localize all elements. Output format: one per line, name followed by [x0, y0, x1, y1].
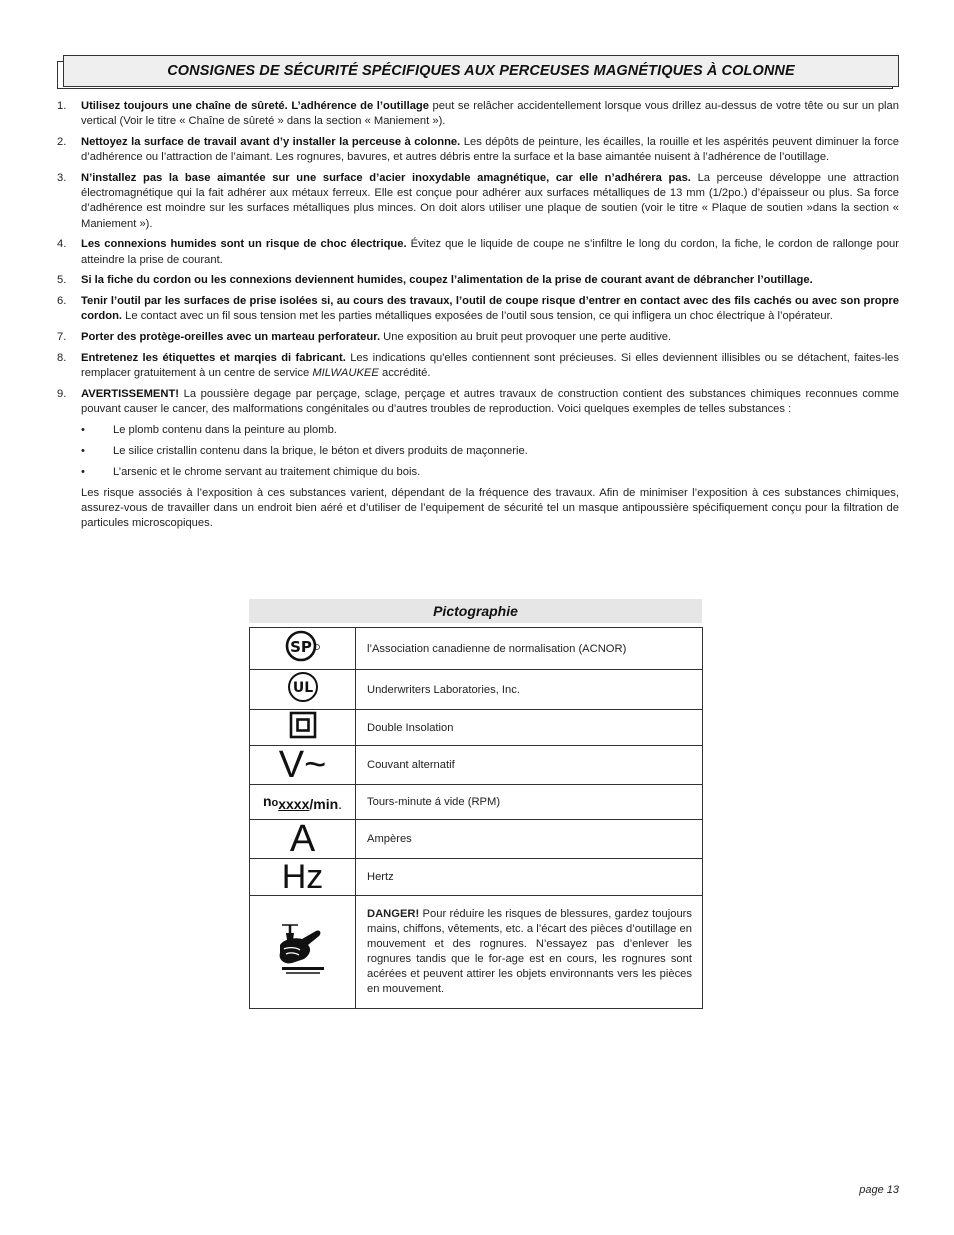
table-row: [250, 710, 703, 746]
bullet-icon: •: [81, 465, 85, 478]
item-detail: Une exposition au bruit peut provoquer une perte auditive.: [380, 331, 672, 344]
danger-text: Pour réduire les risques de blessures, gardez toujours mains, chiffons, vêtements, etc. a l’écart des pièces d’outillage en mouvement et des rognures. N’essayez pas d’enlever les rognures tandis que le for-age est en cours, les rognures sont acérées et peuvent attirer les objets environnants vers les pièces en mouvement.: [367, 908, 692, 995]
item-detail: La poussière degage par perçage, sclage, perçage et autres travaux de construction contient des substances chimiques reconnues comme pouvant causer le cancer, des malformations congénitales ou d’autres troubles de reproduction. Voici quelques exemples de telles substances :: [81, 388, 899, 416]
item-detail: peut se relâcher accidentellement lorsque vous drillez au-dessus de votre tête ou sur un plan vertical (Voir le titre « Chaîne de sûreté » dans la section « Maniement »).: [81, 100, 899, 128]
ac-voltage-icon: V~: [250, 746, 356, 785]
safety-list: [57, 99, 899, 537]
item-detail: Les dépôts de peinture, les écailles, la rouille et les aspérités peuvent diminuer la force d’adhérence ou l’attraction de l’aimant. Les rognures, bavures, et autres débris entre la surface et la base aimantée nuisent à l’adhérence de l’outillage.: [81, 136, 899, 164]
list-item: [57, 351, 899, 381]
table-row: [250, 820, 703, 859]
list-item: [57, 237, 899, 267]
list-item: [57, 171, 899, 232]
item-text: [81, 171, 899, 232]
brand-name: MILWAUKEE: [312, 367, 379, 380]
csa-logo-icon: [250, 628, 356, 670]
table-row: [250, 896, 703, 1009]
table-row: [250, 628, 703, 670]
item-number: 7.: [57, 331, 67, 344]
row-description: Hertz: [356, 859, 703, 896]
item-bold: Entretenez les étiquettes et marqies di fabricant.: [81, 352, 346, 364]
svg-text:SP: SP: [289, 638, 312, 656]
item-bold: Les connexions humides sont un risque de choc électrique.: [81, 238, 407, 251]
closing-paragraph: Les risque associés à l’exposition à ces substances varient, dépendant de la fréquence des travaux. Afin de minimiser l’exposition à ces substances chimiques, assurez-vous de travailler dans un endroit bien aéré et d’utiliser de l’equipement de sécurité tel un masque antipoussière spécifiquement conçu pour la filtration de particules microscopiques.: [81, 486, 899, 529]
item-text: [81, 387, 899, 531]
row-description: Tours-minute á vide (RPM): [356, 785, 703, 820]
page-number: page 13: [859, 1184, 899, 1196]
item-detail: Le contact avec un fil sous tension met les parties métalliques exposées de l’outil sous tension, ce qui infligera un choc électrique à l’opérateur.: [122, 310, 833, 323]
list-item: [57, 99, 899, 129]
pictographie-title: Pictographie: [433, 603, 518, 619]
item-number: 1.: [57, 100, 67, 112]
item-bold: Tenir l’outil par les surfaces de prise isolées si, au cours des travaux, l’outil de coupe risque d’entrer en contact avec des fils cachés ou avec son propre cordon.: [81, 295, 899, 323]
item-bold: Utilisez toujours une chaîne de sûreté. L’adhérence de l’outillage: [81, 100, 429, 112]
bullet-icon: •: [81, 445, 85, 457]
pictographie-table: [249, 627, 703, 1009]
double-insulation-icon: [250, 710, 356, 746]
item-bold: Si la fiche du cordon ou les connexions deviennent humides, coupez l’alimentation de la prise de courant avant de débrancher l’outillage.: [81, 274, 813, 287]
danger-description: [356, 896, 703, 1009]
list-item: [57, 135, 899, 165]
substances-list: [81, 423, 899, 479]
row-description: l’Association canadienne de normalisation (ACNOR): [356, 628, 703, 670]
list-item: [57, 330, 899, 345]
ampere-icon: A: [250, 820, 356, 859]
item-number: 3.: [57, 172, 67, 184]
list-item: [57, 387, 899, 531]
table-row: [250, 859, 703, 896]
bullet-text: Le plomb contenu dans la peinture au plomb.: [113, 424, 337, 437]
item-detail: Évitez que le liquide de coupe ne s’infiltre le long du cordon, la fiche, le cordon de rallonge pour atteindre la prise de courant.: [81, 238, 900, 266]
list-item: [81, 423, 899, 438]
ul-logo-icon: [250, 670, 356, 710]
item-text: [81, 273, 899, 288]
item-bold: N’installez pas la base aimantée sur une surface d’acier inoxydable amagnétique, car elle n’adhérera pas.: [81, 172, 691, 184]
item-text: [81, 351, 899, 381]
section-header: [57, 55, 900, 89]
row-description: Couvant alternatif: [356, 746, 703, 785]
item-number: 4.: [57, 238, 67, 251]
item-text: [81, 99, 899, 129]
row-description: Underwriters Laboratories, Inc.: [356, 670, 703, 710]
table-row: [250, 746, 703, 785]
section-title: CONSIGNES DE SÉCURITÉ SPÉCIFIQUES AUX PERCEUSES MAGNÉTIQUES À COLONNE: [167, 63, 795, 79]
hertz-icon: Hz: [250, 859, 356, 896]
table-row: [250, 785, 703, 820]
danger-label: DANGER!: [367, 908, 420, 920]
item-detail-tail: accrédité.: [378, 367, 431, 380]
item-text: [81, 330, 899, 345]
header-box: [63, 55, 899, 87]
item-text: [81, 237, 899, 267]
item-bold: Nettoyez la surface de travail avant d’y installer la perceuse à colonne.: [81, 136, 461, 148]
item-detail: Les indications qu'elles contiennent sont précieuses. Si elles deviennent illisibles ou se détachent, faites-les remplacer gratuitement à un centre de service: [81, 352, 899, 380]
item-number: 9.: [57, 388, 67, 400]
pictographie-header: [249, 599, 702, 623]
bullet-text: L’arsenic et le chrome servant au traitement chimique du bois.: [113, 465, 421, 478]
item-number: 6.: [57, 295, 67, 308]
item-bold: AVERTISSEMENT!: [81, 388, 179, 400]
item-number: 2.: [57, 136, 67, 148]
table-row: [250, 670, 703, 710]
row-description: Ampères: [356, 820, 703, 859]
bullet-icon: •: [81, 424, 85, 437]
item-number: 8.: [57, 352, 67, 364]
row-description: Double Insolation: [356, 710, 703, 746]
rpm-icon: noxxxx/min.: [250, 785, 356, 820]
list-item: [57, 294, 899, 324]
list-item: [81, 465, 899, 480]
item-text: [81, 135, 899, 165]
svg-text:UL: UL: [292, 680, 313, 696]
list-item: [57, 273, 899, 288]
item-text: [81, 294, 899, 324]
hand-hazard-icon: [250, 896, 356, 1009]
item-number: 5.: [57, 274, 67, 287]
bullet-text: Le silice cristallin contenu dans la brique, le béton et divers produits de maçonnerie.: [113, 445, 528, 457]
item-bold: Porter des protège-oreilles avec un marteau perforateur.: [81, 331, 381, 344]
item-detail: La perceuse développe une attraction électromagnétique qui la fait adhérer aux métaux ferreux. Elle est conçue pour adhérer aux surfaces métalliques de 13 mm (1/2po.) d’épaisseur ou plus. Sa force d’adhérence est moindre sur les surfaces métalliques plus minces. On doit alors utiliser une plaque de soutien (voir le titre « Plaque de soutien »dans la section « Maniement »).: [81, 172, 899, 230]
list-item: [81, 444, 899, 459]
